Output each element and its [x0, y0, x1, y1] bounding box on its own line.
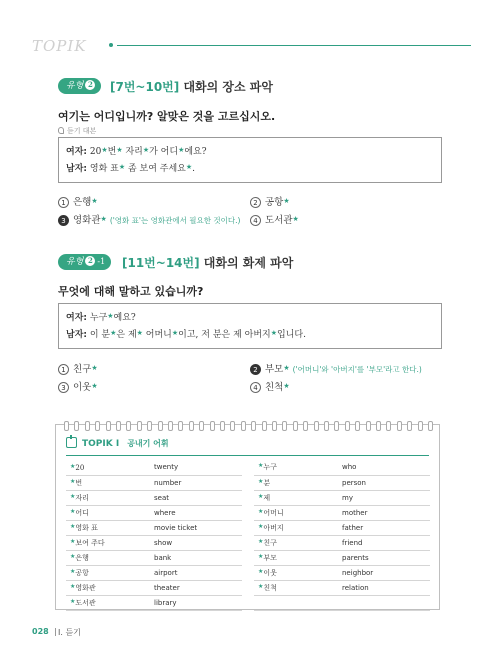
vocab-english: seat: [150, 490, 242, 505]
section2-option-1[interactable]: [58, 361, 98, 375]
vocab-korean: [254, 535, 338, 550]
vocab-table-left: [66, 460, 242, 611]
option-text: 친척: [265, 382, 284, 393]
line-text: 입니다.: [277, 330, 306, 340]
option-text: 부모: [265, 364, 284, 375]
vocab-korean: [254, 565, 338, 580]
vocab-english: neighbor: [338, 565, 430, 580]
vocab-english: friend: [338, 535, 430, 550]
binder-ring: [168, 421, 173, 431]
vocab-row: [66, 475, 242, 490]
line-text: 누구: [89, 313, 108, 323]
binder-ring: [230, 421, 235, 431]
binder-ring: [178, 421, 183, 431]
section2-option-4[interactable]: [250, 379, 290, 393]
vocab-star-icon: ★: [107, 312, 114, 320]
vocab-card: [55, 424, 440, 610]
vocab-korean: [66, 505, 150, 520]
vocab-star-icon: ★: [258, 507, 264, 515]
vocab-row: [66, 580, 242, 595]
vocab-english: father: [338, 520, 430, 535]
section2-title-range: [11번~14번]: [122, 256, 200, 270]
option-text: 친구: [73, 364, 92, 375]
vocab-star-icon: ★: [258, 492, 264, 500]
vocab-title: TOPIK Ⅰ: [82, 439, 120, 449]
vocab-star-icon: ★: [70, 522, 76, 530]
binder-ring: [210, 421, 215, 431]
vocab-row: [254, 475, 430, 490]
vocab-row: [254, 490, 430, 505]
vocab-korean: [66, 565, 150, 580]
binder-ring: [64, 421, 69, 431]
vocab-english: person: [338, 475, 430, 490]
vocab-star-icon: ★: [70, 567, 76, 575]
line-text: 어머니: [142, 330, 172, 340]
binder-ring: [126, 421, 131, 431]
section1-badge: [58, 78, 101, 94]
binder-ring: [74, 421, 79, 431]
binder-ring: [220, 421, 225, 431]
vocab-korean-text: 부모: [263, 553, 277, 562]
vocab-korean: [254, 460, 338, 475]
vocab-korean: [66, 550, 150, 565]
vocab-korean: [66, 490, 150, 505]
binder-ring: [158, 421, 163, 431]
binder-ring: [324, 421, 329, 431]
vocab-star-icon: ★: [110, 329, 117, 337]
vocab-korean-text: 누구: [263, 463, 277, 472]
header-dot: [109, 43, 113, 47]
vocab-row: [66, 460, 242, 475]
vocab-row: [66, 565, 242, 580]
vocab-row: [66, 490, 242, 505]
vocab-star-icon: ★: [258, 477, 264, 485]
section1-line-2: [66, 161, 195, 174]
option-marker: 4: [250, 382, 261, 393]
vocab-star-icon: ★: [70, 552, 76, 560]
vocab-star-icon: ★: [70, 537, 76, 545]
vocab-row: [66, 520, 242, 535]
binder-ring: [85, 421, 90, 431]
vocab-korean: [254, 520, 338, 535]
vocab-star-icon: ★: [70, 582, 76, 590]
vocab-korean: [66, 460, 150, 475]
vocab-english: where: [150, 505, 242, 520]
speaker-label: 여자:: [66, 313, 87, 323]
line-text: 은 제: [116, 330, 137, 340]
vocab-star-icon: ★: [258, 462, 264, 470]
vocab-row: [254, 505, 430, 520]
binder-ring: [314, 421, 319, 431]
line-text: 이고, 저 분은 제 아버지: [178, 330, 271, 340]
vocab-heading: [66, 437, 169, 449]
vocab-row: [254, 520, 430, 535]
vocab-row: [254, 580, 430, 595]
vocab-korean-text: 20: [75, 463, 85, 472]
binder-ring: [199, 421, 204, 431]
vocab-table-right: [254, 460, 430, 611]
vocab-star-icon: ★: [283, 364, 290, 372]
vocab-korean: [66, 475, 150, 490]
option-marker: 2: [250, 197, 261, 208]
vocab-english: airport: [150, 565, 242, 580]
option-text: 영화관: [73, 215, 101, 226]
binder-ring: [137, 421, 142, 431]
vocab-star-icon: ★: [91, 197, 98, 205]
section2-title: [122, 254, 293, 271]
option-marker: 1: [58, 364, 69, 375]
vocab-korean-text: 도서관: [75, 598, 96, 607]
vocab-star-icon: ★: [70, 492, 76, 500]
binder-ring: [334, 421, 339, 431]
binder-ring: [95, 421, 100, 431]
vocab-row: [66, 550, 242, 565]
vocab-korean-text: 어머니: [263, 508, 284, 517]
speaker-label: 남자:: [66, 164, 87, 174]
vocab-korean: [254, 475, 338, 490]
section1-question: 여기는 어디입니까? 알맞은 것을 고르십시오.: [58, 110, 276, 123]
vocab-star-icon: ★: [270, 329, 278, 337]
section1-option-1[interactable]: [58, 194, 98, 208]
binder-ring: [366, 421, 371, 431]
answer-note: ('영화 표'는 영화관에서 필요한 것이다.): [109, 216, 241, 225]
vocab-korean: [254, 550, 338, 565]
section1-badge-label: 유형: [66, 81, 84, 91]
vocab-row: [254, 595, 430, 610]
binder-ring: [272, 421, 277, 431]
vocab-row: [254, 550, 430, 565]
vocab-star-icon: ★: [70, 507, 76, 515]
answer-note: ('어머니'와 '아버지'를 '부모'라고 한다.): [292, 365, 422, 374]
binder-ring: [428, 421, 433, 431]
vocab-english: library: [150, 595, 242, 610]
option-marker-selected: 3: [58, 215, 69, 226]
vocab-korean-text: 친구: [263, 538, 277, 547]
vocab-korean-text: 공항: [75, 568, 89, 577]
vocab-english: parents: [338, 550, 430, 565]
section2-question: 무엇에 대해 말하고 있습니까?: [58, 285, 204, 298]
vocab-row: [254, 460, 430, 475]
section1-title-range: [7번~10번]: [110, 80, 180, 94]
speaker-label: 여자:: [66, 147, 87, 157]
section2-badge-label: 유형: [66, 257, 84, 267]
vocab-english: number: [150, 475, 242, 490]
line-text: 20: [89, 147, 102, 157]
section2-badge: [58, 254, 111, 270]
page-number: 028: [32, 627, 49, 636]
line-text: 이 분: [89, 330, 111, 340]
binder-ring: [189, 421, 194, 431]
vocab-star-icon: ★: [100, 215, 107, 223]
vocab-korean: [254, 505, 338, 520]
binder-ring: [376, 421, 381, 431]
ear-icon: [58, 127, 64, 134]
vocab-korean: [254, 580, 338, 595]
topik-logo: TOPIK: [32, 37, 87, 55]
binder-ring: [407, 421, 412, 431]
vocab-korean: [254, 490, 338, 505]
vocab-english: movie ticket: [150, 520, 242, 535]
vocab-rule: [66, 455, 429, 456]
binder-ring: [106, 421, 111, 431]
vocab-korean-text: 분: [263, 478, 271, 487]
vocab-star-icon: ★: [258, 552, 264, 560]
vocab-english: twenty: [150, 460, 242, 475]
vocab-star-icon: ★: [171, 329, 179, 337]
vocab-star-icon: ★: [283, 382, 290, 390]
vocab-korean: [66, 535, 150, 550]
vocab-english: theater: [150, 580, 242, 595]
vocab-korean-text: 번: [75, 478, 83, 487]
vocab-star-icon: ★: [292, 215, 299, 223]
vocab-korean: [66, 595, 150, 610]
binder-ring: [116, 421, 121, 431]
vocab-row: [66, 595, 242, 610]
option-text: 은행: [73, 197, 92, 208]
vocab-star-icon: ★: [258, 567, 264, 575]
line-text: 좀 보여 주세요: [125, 164, 186, 174]
section1-line-1: [66, 144, 207, 157]
section2-line-2: [66, 327, 306, 340]
binder-ring: [418, 421, 423, 431]
line-text: 영화 표: [89, 164, 119, 174]
vocab-star-icon: ★: [91, 382, 98, 390]
section1-title: [110, 78, 273, 95]
option-text: 공항: [265, 197, 284, 208]
binder-ring: [262, 421, 267, 431]
vocab-star-icon: ★: [178, 146, 185, 154]
vocab-korean: [66, 580, 150, 595]
binder-ring: [303, 421, 308, 431]
footer-separator: [55, 628, 56, 636]
vocab-row: [254, 535, 430, 550]
line-text: 자리: [122, 147, 143, 157]
vocab-korean-text: 영화관: [75, 583, 96, 592]
section1-option-2[interactable]: [250, 194, 290, 208]
vocab-korean-text: 보여 주다: [75, 538, 105, 547]
option-text: 이웃: [73, 382, 92, 393]
binder-ring: [251, 421, 256, 431]
binder-ring: [386, 421, 391, 431]
binder-ring: [282, 421, 287, 431]
vocab-star-icon: ★: [101, 146, 108, 154]
option-marker: 4: [250, 215, 261, 226]
footer-section: I. 듣기: [58, 628, 81, 637]
vocab-star-icon: ★: [185, 163, 193, 171]
vocab-star-icon: ★: [142, 146, 150, 154]
option-marker: 3: [58, 382, 69, 393]
vocab-english: [338, 595, 430, 610]
vocab-title-ko: 공내기 어휘: [127, 439, 169, 448]
vocab-korean-text: 어디: [75, 508, 89, 517]
speaker-label: 남자:: [66, 330, 87, 340]
listen-label-text: 듣기 대본: [67, 127, 97, 135]
line-text: 번: [107, 147, 117, 157]
vocab-star-icon: ★: [258, 522, 264, 530]
vocab-row: [66, 505, 242, 520]
binder-ring: [147, 421, 152, 431]
option-marker: 1: [58, 197, 69, 208]
vocab-star-icon: ★: [116, 146, 123, 154]
line-text: 에요?: [184, 147, 207, 157]
section2-option-3[interactable]: [58, 379, 98, 393]
line-text: 가 어디: [149, 147, 179, 157]
vocab-english: who: [338, 460, 430, 475]
vocab-star-icon: ★: [136, 329, 143, 337]
binder-ring: [241, 421, 246, 431]
vocab-korean-text: 아버지: [263, 523, 284, 532]
line-text: 예요?: [113, 313, 136, 323]
vocab-star-icon: ★: [91, 364, 98, 372]
vocab-korean-text: 자리: [75, 493, 89, 502]
vocab-english: show: [150, 535, 242, 550]
binder-ring: [293, 421, 298, 431]
section1-option-4[interactable]: [250, 212, 299, 226]
vocab-star-icon: ★: [283, 197, 290, 205]
section2-line-1: [66, 310, 136, 323]
line-text: .: [192, 164, 196, 174]
vocab-korean-text: 친척: [263, 583, 277, 592]
vocab-star-icon: ★: [118, 163, 126, 171]
vocab-korean-text: 이웃: [263, 568, 277, 577]
binder-ring: [355, 421, 360, 431]
vocab-star-icon: ★: [70, 477, 76, 485]
vocab-english: relation: [338, 580, 430, 595]
section1-title-text: 대화의 장소 파악: [179, 80, 273, 94]
vocab-korean-text: 영화 표: [75, 523, 98, 532]
section2-badge-num: 2: [85, 256, 95, 266]
vocab-english: mother: [338, 505, 430, 520]
section1-badge-num: 2: [85, 80, 95, 90]
vocab-korean-text: 은행: [75, 553, 89, 562]
vocab-star-icon: ★: [70, 462, 76, 470]
header-rule: [117, 45, 471, 46]
vocab-star-icon: ★: [70, 597, 76, 605]
section2-option-2[interactable]: [250, 361, 422, 375]
notebook-icon: [66, 437, 77, 448]
vocab-korean: [254, 595, 338, 610]
vocab-korean-text: 제: [263, 493, 271, 502]
binder-ring: [345, 421, 350, 431]
vocab-row: [254, 565, 430, 580]
section2-badge-sub: -1: [97, 257, 106, 266]
listen-label: [58, 126, 96, 136]
option-marker-selected: 2: [250, 364, 261, 375]
vocab-english: my: [338, 490, 430, 505]
section2-title-text: 대화의 화제 파악: [199, 256, 294, 270]
vocab-korean: [66, 520, 150, 535]
vocab-english: bank: [150, 550, 242, 565]
vocab-star-icon: ★: [258, 582, 264, 590]
binder-ring: [397, 421, 402, 431]
vocab-row: [66, 535, 242, 550]
section1-option-3[interactable]: [58, 212, 240, 226]
option-text: 도서관: [265, 215, 293, 226]
vocab-star-icon: ★: [258, 537, 264, 545]
